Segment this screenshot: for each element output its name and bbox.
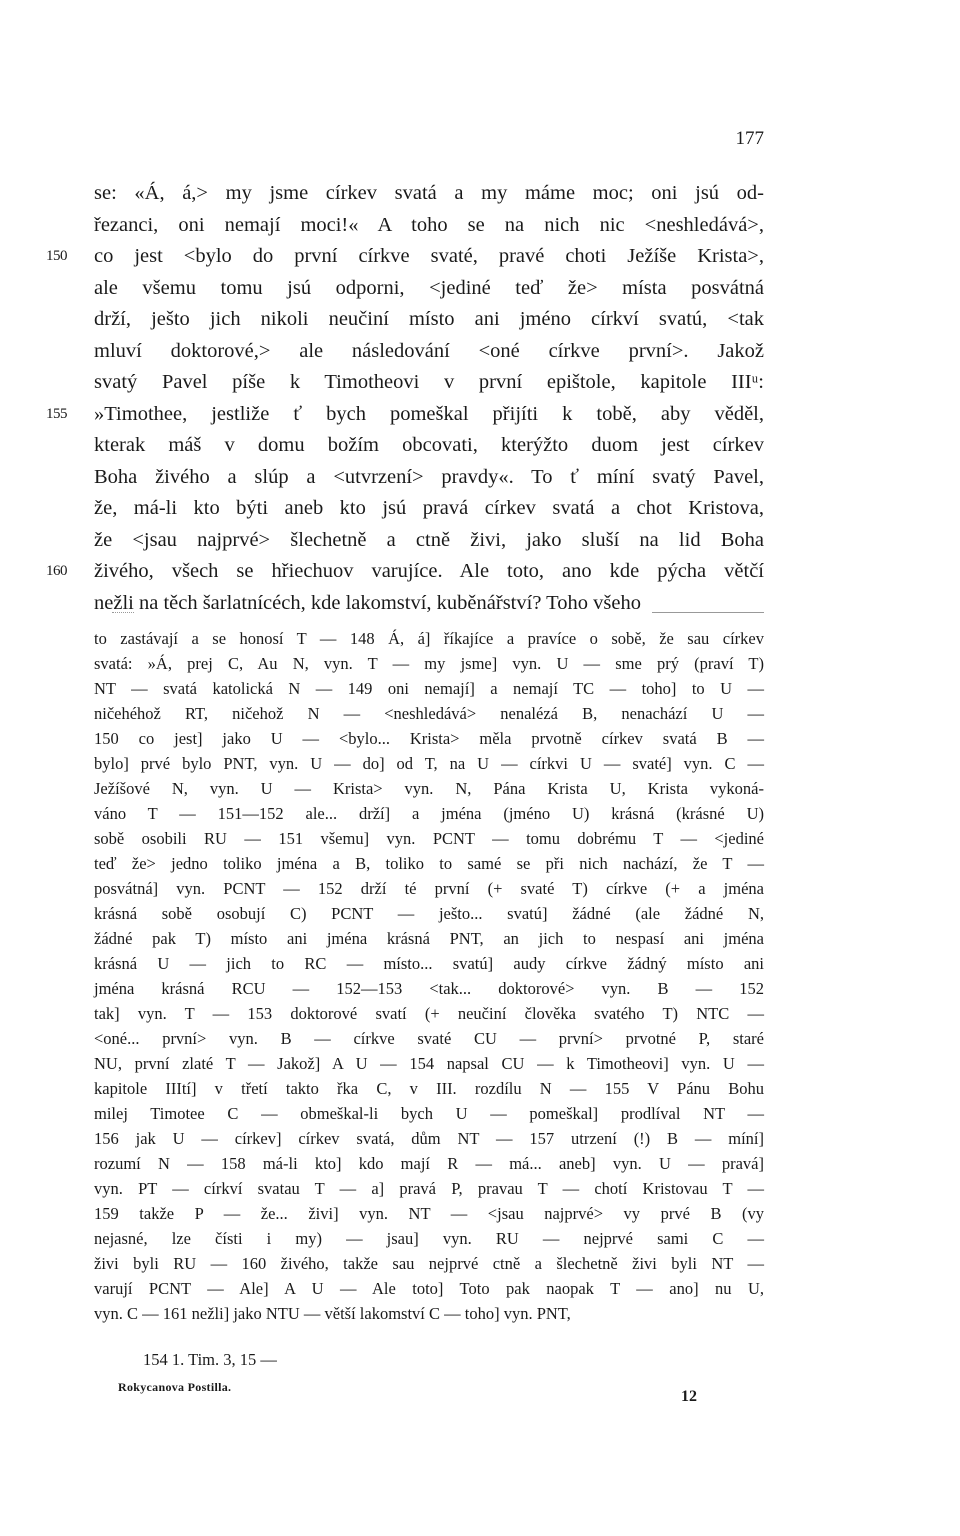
apparatus-line: tak] vyn. T — 153 doktorové svatí (+ neučiní člověka svatého T) NTC — bbox=[94, 1004, 764, 1023]
text-line bbox=[94, 210, 764, 242]
apparatus-line: <oné... první> vyn. B — církve svaté CU — první> prvotné P, staré bbox=[94, 1029, 764, 1048]
line-text: se: «Á, á,> my jsme církev svatá a my máme moc; oni jsú od- bbox=[94, 182, 764, 204]
page-number: 177 bbox=[735, 128, 764, 149]
line-text: živého, všech se hřiechuov varujíce. Ale toto, ano kde pýcha větčí bbox=[94, 560, 764, 582]
apparatus-line: krásná U — jich to RC — místo... svatú] audy církve žádný místo ani bbox=[94, 954, 764, 973]
text-line bbox=[94, 336, 764, 368]
line-text: kterak máš v domu božím obcovati, kterýžto duom jest církev bbox=[94, 434, 764, 456]
apparatus-line: 159 takže P — že... živi] vyn. NT — <jsau najprvé> vy prvé B (vy bbox=[94, 1204, 764, 1223]
apparatus-line: krásná sobě osobují C) PCNT — ješto... svatú] žádné (ale žádné N, bbox=[94, 904, 764, 923]
critical-apparatus bbox=[94, 626, 764, 1326]
text-line bbox=[46, 241, 764, 273]
apparatus-line: živi byli RU — 160 živého, takže sau nejprvé ctně a šlechetně živi byli NT — bbox=[94, 1254, 764, 1273]
apparatus-line: NT — svatá katolická N — 149 oni nemají] a nemají TC — toho] to U — bbox=[94, 679, 764, 698]
apparatus-line: kapitole IIItí] v třetí takto řka C, v III. rozdílu N — 155 V Pánu Bohu bbox=[94, 1079, 764, 1098]
line-text: Boha živého a slúp a <utvrzení> pravdy«. To ť míní svatý Pavel, bbox=[94, 465, 764, 488]
text-line bbox=[94, 462, 764, 494]
line-text: co jest <bylo do první církve svaté, pravé choti Ježíše Krista>, bbox=[94, 245, 764, 267]
apparatus-line: nejasné, lze čísti i my) — jsau] vyn. RU — nejprvé sami C — bbox=[94, 1229, 764, 1248]
text-line bbox=[46, 399, 764, 431]
apparatus-line: posvátná] vyn. PCNT — 152 drží té první (+ svaté T) církve (+ a jména bbox=[94, 879, 764, 898]
text-line bbox=[94, 430, 764, 462]
main-text bbox=[46, 178, 764, 619]
divider-dotted bbox=[112, 612, 134, 613]
text-line bbox=[46, 556, 764, 588]
line-text: drží, ješto jich nikoli neučiní místo ani jméno církví svatú, <tak bbox=[94, 308, 764, 330]
apparatus-line: svatá: »Á, prej C, Au N, vyn. T — my jsme] vyn. U — sme prý (praví T) bbox=[94, 654, 764, 673]
text-line bbox=[94, 588, 764, 620]
line-number: 150 bbox=[46, 248, 67, 264]
text-line bbox=[94, 273, 764, 305]
apparatus-line: 156 jak U — církev] církev svatá, dům NT — 157 utrzení (!) B — míní] bbox=[94, 1129, 764, 1148]
apparatus-line: NU, první zlaté T — Jakož] A U — 154 napsal CU — k Timotheovi] vyn. U — bbox=[94, 1054, 764, 1073]
apparatus-line: 150 co jest] jako U — <bylo... Krista> měla prvotně církev svatá B — bbox=[94, 729, 764, 748]
line-number: 160 bbox=[46, 563, 67, 579]
line-text: mluví doktorové,> ale následování <oné církve první>. Jakož bbox=[94, 339, 764, 362]
line-text: svatý Pavel píše k Timotheovi v první epištole, kapitole IIIᵘ: bbox=[94, 371, 764, 393]
line-text: »Timothee, jestliže ť bych pomeškal přijíti k tobě, aby věděl, bbox=[94, 402, 764, 425]
apparatus-line: vyn. C — 161 nežli] jako NTU — větší lakomství C — toho] vyn. PNT, bbox=[94, 1304, 571, 1323]
text-line bbox=[94, 367, 764, 399]
apparatus-line: bylo] prvé bylo PNT, vyn. U — do] od T, na U — církvi U — svaté] vyn. C — bbox=[94, 754, 764, 773]
apparatus-line: ničehéhož RT, ničehož N — <neshledává> nenalézá B, nenachází U — bbox=[94, 704, 764, 723]
apparatus-line: váno T — 151—152 ale... drží] a jména (jméno U) krásná (krásné U) bbox=[94, 804, 764, 823]
line-text: že <jsau najprvé> šlechetně a ctně živi, jako sluší na lid Boha bbox=[94, 528, 764, 551]
apparatus-line: milej Timotee C — obmeškal-li bych U — pomeškal] prodlíval NT — bbox=[94, 1104, 764, 1123]
line-text: ale všemu tomu jsú odporni, <jediné teď že> místa posvátná bbox=[94, 276, 764, 299]
text-line bbox=[94, 493, 764, 525]
divider-rule bbox=[652, 612, 764, 613]
apparatus-line: sobě osobili RU — 151 všemu] vyn. PCNT — tomu dobrému T — <jediné bbox=[94, 829, 764, 848]
text-line bbox=[94, 525, 764, 557]
text-line bbox=[94, 304, 764, 336]
sheet-number: 12 bbox=[681, 1388, 697, 1405]
apparatus-line: žádné pak T) místo ani jména krásná PNT, an jich to nespasí ani jména bbox=[94, 929, 764, 948]
apparatus-line: rozumí N — 158 má-li kto] kdo mají R — má... aneb] vyn. U — pravá] bbox=[94, 1154, 764, 1173]
line-text: nežli na těch šarlatnícéch, kde lakomství, kuběnářství? Toho všeho bbox=[94, 591, 641, 614]
line-text: že, má-li kto býti aneb kto jsú pravá církev svatá a chot Kristova, bbox=[94, 497, 764, 519]
line-number: 155 bbox=[46, 405, 67, 422]
apparatus-line: Ježíšové N, vyn. U — Krista> vyn. N, Pána Krista U, Krista vykoná- bbox=[94, 779, 764, 798]
signature: Rokycanova Postilla. bbox=[118, 1380, 232, 1394]
apparatus-line: to zastávají a se honosí T — 148 Á, á] říkajíce a pravíce o sobě, že sau církev bbox=[94, 629, 764, 648]
apparatus-line: jména krásná RCU — 152—153 <tak... doktorové> vyn. B — 152 bbox=[94, 979, 764, 998]
line-text: řezanci, oni nemají moci!« A toho se na nich nic <neshledává>, bbox=[94, 213, 764, 236]
footnote: 154 1. Tim. 3, 15 — bbox=[143, 1350, 277, 1369]
apparatus-line: teď že> jedno toliko jména a B, toliko to samé se při nich nachází, že T — bbox=[94, 854, 764, 873]
text-line bbox=[94, 178, 764, 210]
apparatus-line: vyn. PT — církví svatau T — a] pravá P, pravau T — chotí Kristovau T — bbox=[94, 1179, 764, 1198]
apparatus-line: varují PCNT — Ale] A U — Ale toto] Toto pak naopak T — ano] nu U, bbox=[94, 1279, 764, 1298]
